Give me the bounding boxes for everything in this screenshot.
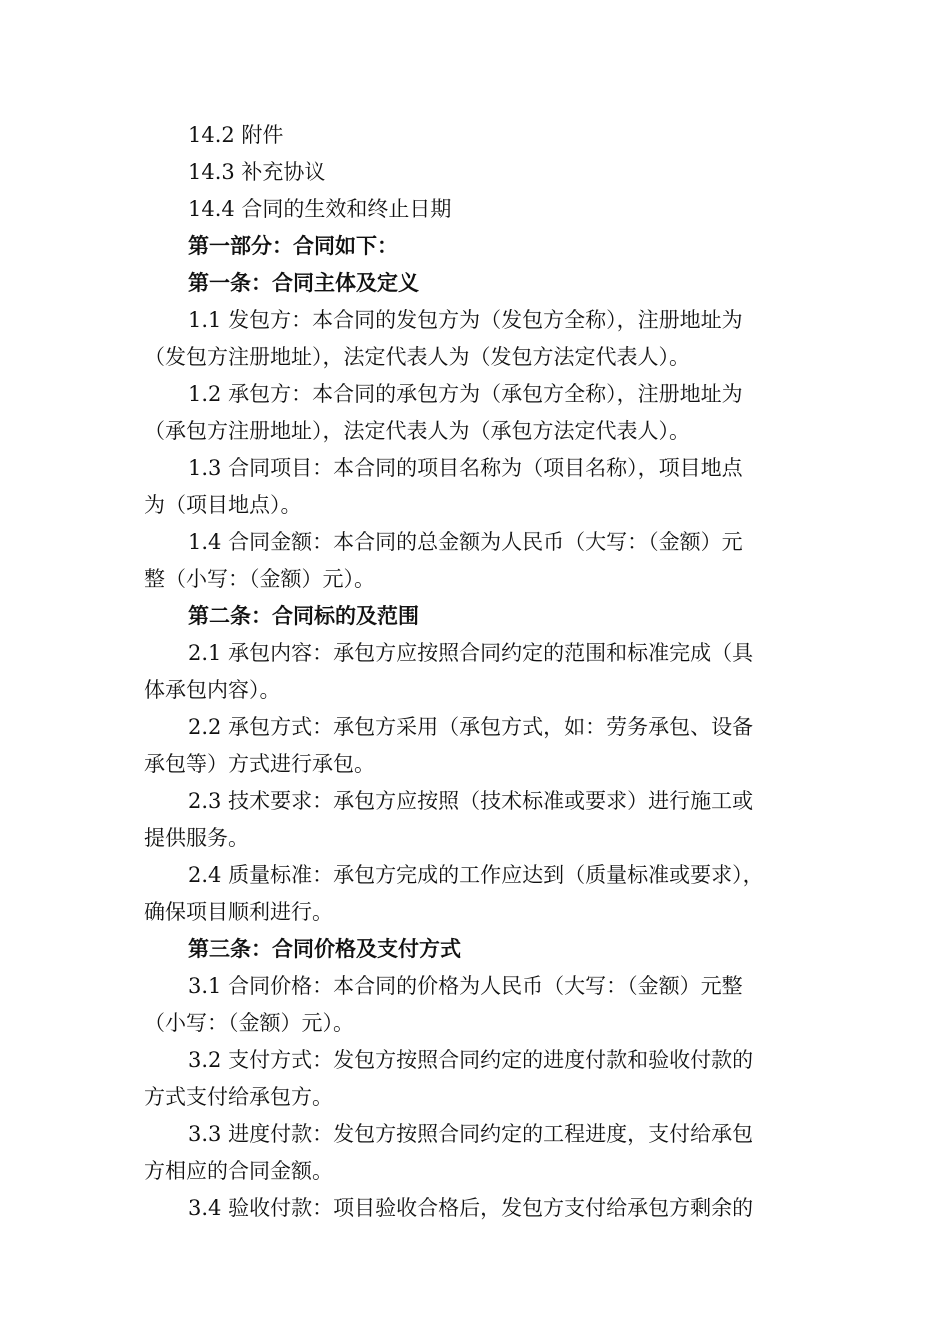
clause-line: （发包方注册地址），法定代表人为（发包方法定代表人）。 (144, 345, 690, 369)
clause-line: 2.2 承包方式：承包方采用（承包方式，如：劳务承包、设备 (188, 715, 754, 739)
clause-line: 1.1 发包方：本合同的发包方为（发包方全称），注册地址为 (188, 308, 743, 332)
article-heading: 第二条：合同标的及范围 (188, 604, 419, 628)
clause-line: 2.1 承包内容：承包方应按照合同约定的范围和标准完成（具 (188, 641, 754, 665)
clause-line: 14.3 补充协议 (188, 160, 326, 184)
clause-line: 承包等）方式进行承包。 (144, 752, 375, 776)
clause-line: 确保项目顺利进行。 (144, 900, 333, 924)
clause-line: （承包方注册地址），法定代表人为（承包方法定代表人）。 (144, 419, 690, 443)
clause-line: 2.4 质量标准：承包方完成的工作应达到（质量标准或要求）， (188, 863, 764, 887)
clause-line: 方式支付给承包方。 (144, 1085, 333, 1109)
clause-line: 3.4 验收付款：项目验收合格后，发包方支付给承包方剩余的 (188, 1196, 754, 1220)
clause-line: 14.2 附件 (188, 123, 284, 147)
clause-line: 提供服务。 (144, 826, 249, 850)
clause-line: 1.2 承包方：本合同的承包方为（承包方全称），注册地址为 (188, 382, 743, 406)
clause-line: 整（小写：（金额）元）。 (144, 567, 375, 591)
clause-line: 14.4 合同的生效和终止日期 (188, 197, 452, 221)
article-heading: 第三条：合同价格及支付方式 (188, 937, 461, 961)
document-page (144, 117, 824, 1227)
clause-line: 1.4 合同金额：本合同的总金额为人民币（大写：（金额）元 (188, 530, 743, 554)
clause-line: 方相应的合同金额。 (144, 1159, 333, 1183)
clause-line: 2.3 技术要求：承包方应按照（技术标准或要求）进行施工或 (188, 789, 754, 813)
clause-line: 体承包内容）。 (144, 678, 281, 702)
section-heading: 第一部分：合同如下： (188, 234, 398, 258)
clause-line: 1.3 合同项目：本合同的项目名称为（项目名称），项目地点 (188, 456, 743, 480)
article-heading: 第一条：合同主体及定义 (188, 271, 419, 295)
clause-line: 3.1 合同价格：本合同的价格为人民币（大写：（金额）元整 (188, 974, 743, 998)
clause-line: 为（项目地点）。 (144, 493, 302, 517)
clause-line: 3.2 支付方式：发包方按照合同约定的进度付款和验收付款的 (188, 1048, 754, 1072)
clause-line: 3.3 进度付款：发包方按照合同约定的工程进度，支付给承包 (188, 1122, 754, 1146)
clause-line: （小写：（金额）元）。 (144, 1011, 354, 1035)
